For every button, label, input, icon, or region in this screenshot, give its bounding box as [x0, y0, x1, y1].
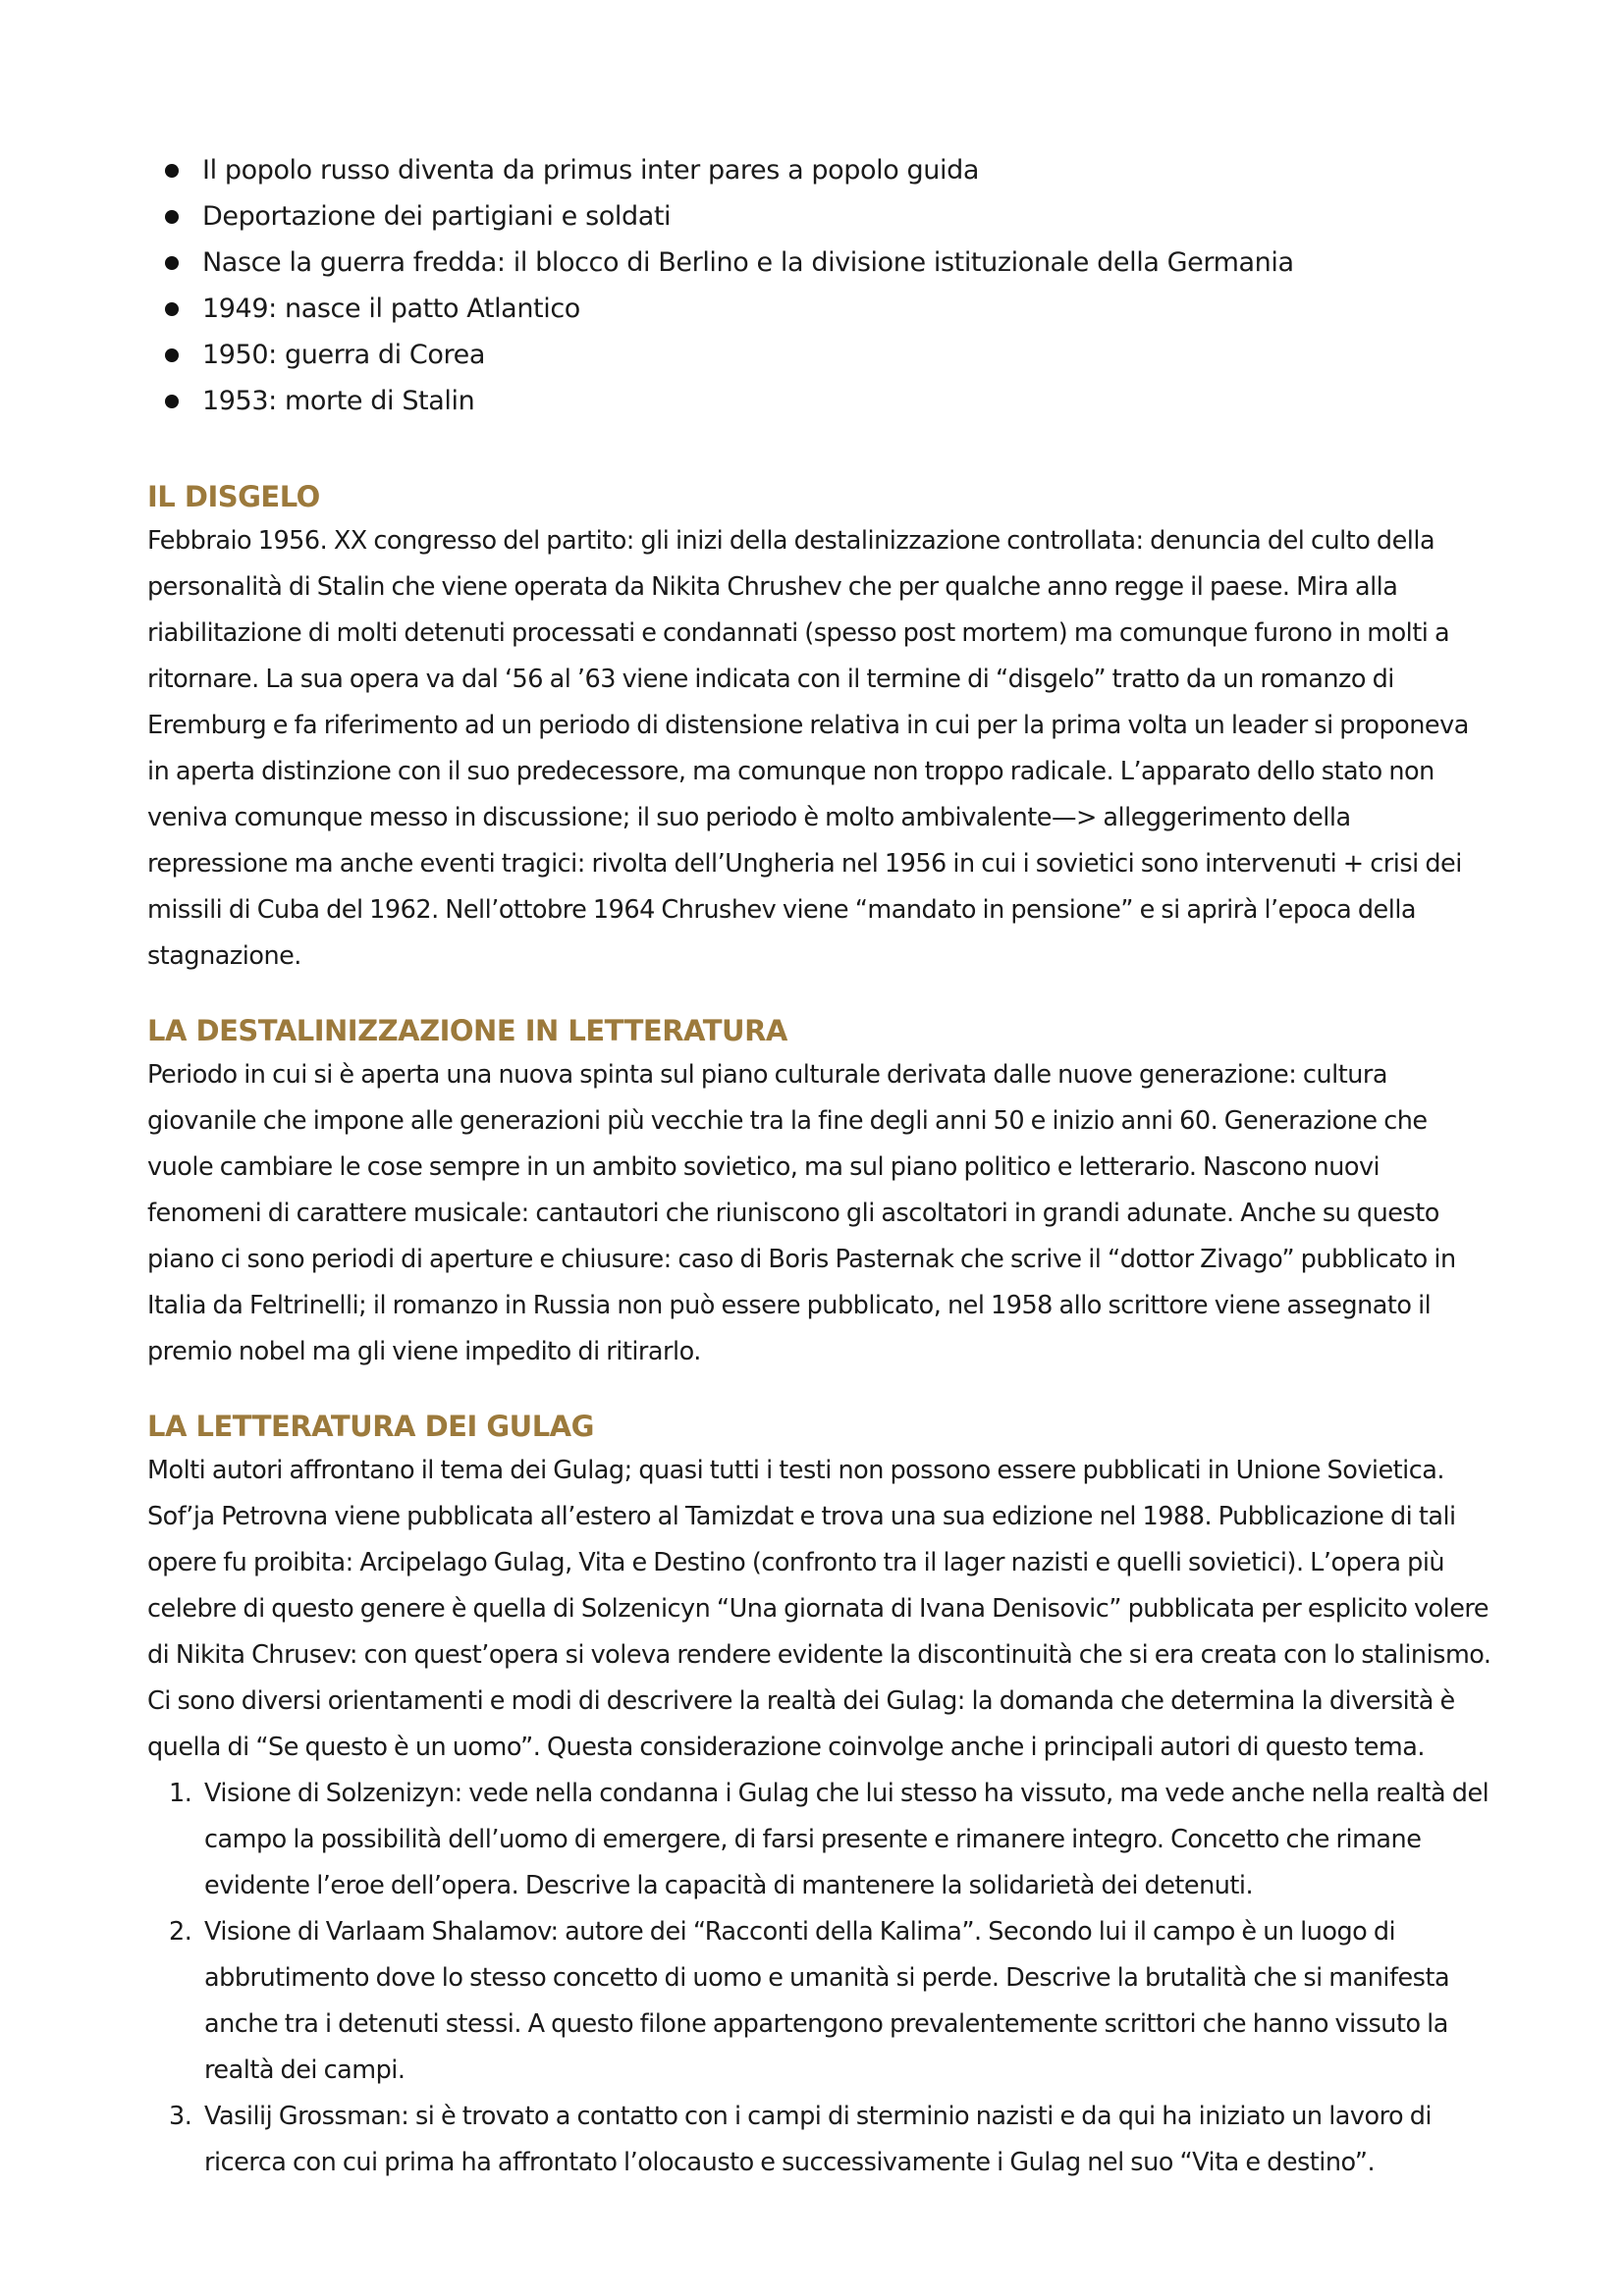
numbered-item: [147, 1909, 1492, 2094]
item-text: Visione di Varlaam Shalamov: autore dei “Racconti della Kalima”. Secondo lui il campo è un luogo di abbrutimento dove lo stesso concetto di uomo e umanità si perde. Descrive la brutalità che si manifesta anche tra i detenuti stessi. A questo filone appartengono prevalentemente scrittori che hanno vissuto la realtà dei campi.: [204, 1917, 1450, 2085]
section-title: LA DESTALINIZZAZIONE IN LETTERATURA: [147, 1014, 787, 1047]
bullet-item: [147, 378, 1492, 424]
bullet-dot-icon: [165, 256, 179, 270]
item-number: 2.: [169, 1917, 192, 1947]
bullet-text: Nasce la guerra fredda: il blocco di Berlino e la divisione istituzionale della Germania: [202, 247, 1294, 278]
item-number: 3.: [169, 2102, 192, 2131]
section-gulag: [147, 1405, 1492, 2186]
bullet-text: Deportazione dei partigiani e soldati: [202, 201, 672, 232]
bullet-text: Il popolo russo diventa da primus inter pares a popolo guida: [202, 155, 979, 186]
numbered-item: [147, 2094, 1492, 2186]
section-title: LA LETTERATURA DEI GULAG: [147, 1410, 594, 1443]
document-page: [147, 147, 1492, 2186]
section-destalinizzazione: [147, 1009, 1492, 1375]
bullet-text: 1953: morte di Stalin: [202, 386, 475, 416]
bullet-item: [147, 147, 1492, 193]
bullet-dot-icon: [165, 210, 179, 224]
section-paragraph: Febbraio 1956. XX congresso del partito: gli inizi della destalinizzazione controllata: denuncia del culto della personalità di Stalin che viene operata da Nikita Chrushev che per qualche anno regge il paese. Mira alla riabilitazione di molti detenuti processati e condannati (spesso post mortem) ma comunque furono in molti a ritornare. La sua opera va dal ‘56 al ’63 viene indicata con il termine di “disgelo” tratto da un romanzo di Eremburg e fa riferimento ad un periodo di distensione relativa in cui per la prima volta un leader si proponeva in aperta distinzione con il suo predecessore, ma comunque non troppo radicale. L’apparato dello stato non veniva comunque messo in discussione; il suo periodo è molto ambivalente—> alleggerimento della repressione ma anche eventi tragici: rivolta dell’Ungheria nel 1956 in cui i sovietici sono intervenuti + crisi dei missili di Cuba del 1962. Nell’ottobre 1964 Chrushev viene “mandato in pensione” e si aprirà l’epoca della stagnazione.: [147, 526, 1469, 971]
bullet-item: [147, 193, 1492, 240]
bullet-item: [147, 240, 1492, 286]
section-title: IL DISGELO: [147, 480, 320, 513]
bullet-text: 1949: nasce il patto Atlantico: [202, 294, 580, 324]
numbered-list: [147, 1771, 1492, 2186]
item-text: Vasilij Grossman: si è trovato a contatto con i campi di sterminio nazisti e da qui ha iniziato un lavoro di ricerca con cui prima ha affrontato l’olocausto e successivamente i Gulag nel suo “Vita e destino”.: [204, 2102, 1433, 2177]
bullet-dot-icon: [165, 302, 179, 316]
bullet-item: [147, 286, 1492, 332]
item-number: 1.: [169, 1779, 192, 1808]
item-text: Visione di Solzenizyn: vede nella condanna i Gulag che lui stesso ha vissuto, ma vede anche nella realtà del campo la possibilità dell’uomo di emergere, di farsi presente e rimanere integro. Concetto che rimane evidente l’eroe dell’opera. Descrive la capacità di mantenere la solidarietà dei detenuti.: [204, 1779, 1489, 1900]
section-disgelo: [147, 475, 1492, 980]
bullet-dot-icon: [165, 348, 179, 362]
bullet-dot-icon: [165, 395, 179, 408]
section-paragraph: Molti autori affrontano il tema dei Gulag; quasi tutti i testi non possono essere pubblicati in Unione Sovietica. Sof’ja Petrovna viene pubblicata all’estero al Tamizdat e trova una sua edizione nel 1988. Pubblicazione di tali opere fu proibita: Arcipelago Gulag, Vita e Destino (confronto tra il lager nazisti e quelli sovietici). L’opera più celebre di questo genere è quella di Solzenicyn “Una giornata di Ivana Denisovic” pubblicata per esplicito volere di Nikita Chrusev: con quest’opera si voleva rendere evidente la discontinuità che si era creata con lo stalinismo. Ci sono diversi orientamenti e modi di descrivere la realtà dei Gulag: la domanda che determina la diversità è quella di “Se questo è un uomo”. Questa considerazione coinvolge anche i principali autori di questo tema.: [147, 1456, 1491, 1762]
bullet-text: 1950: guerra di Corea: [202, 340, 485, 370]
section-paragraph: Periodo in cui si è aperta una nuova spinta sul piano culturale derivata dalle nuove generazione: cultura giovanile che impone alle generazioni più vecchie tra la fine degli anni 50 e inizio anni 60. Generazione che vuole cambiare le cose sempre in un ambito sovietico, ma sul piano politico e letterario. Nascono nuovi fenomeni di carattere musicale: cantautori che riuniscono gli ascoltatori in grandi adunate. Anche su questo piano ci sono periodi di aperture e chiusure: caso di Boris Pasternak che scrive il “dottor Zivago” pubblicato in Italia da Feltrinelli; il romanzo in Russia non può essere pubblicato, nel 1958 allo scrittore viene assegnato il premio nobel ma gli viene impedito di ritirarlo.: [147, 1060, 1456, 1366]
numbered-item: [147, 1771, 1492, 1909]
bullet-list: [147, 147, 1492, 424]
bullet-item: [147, 332, 1492, 378]
bullet-dot-icon: [165, 164, 179, 178]
